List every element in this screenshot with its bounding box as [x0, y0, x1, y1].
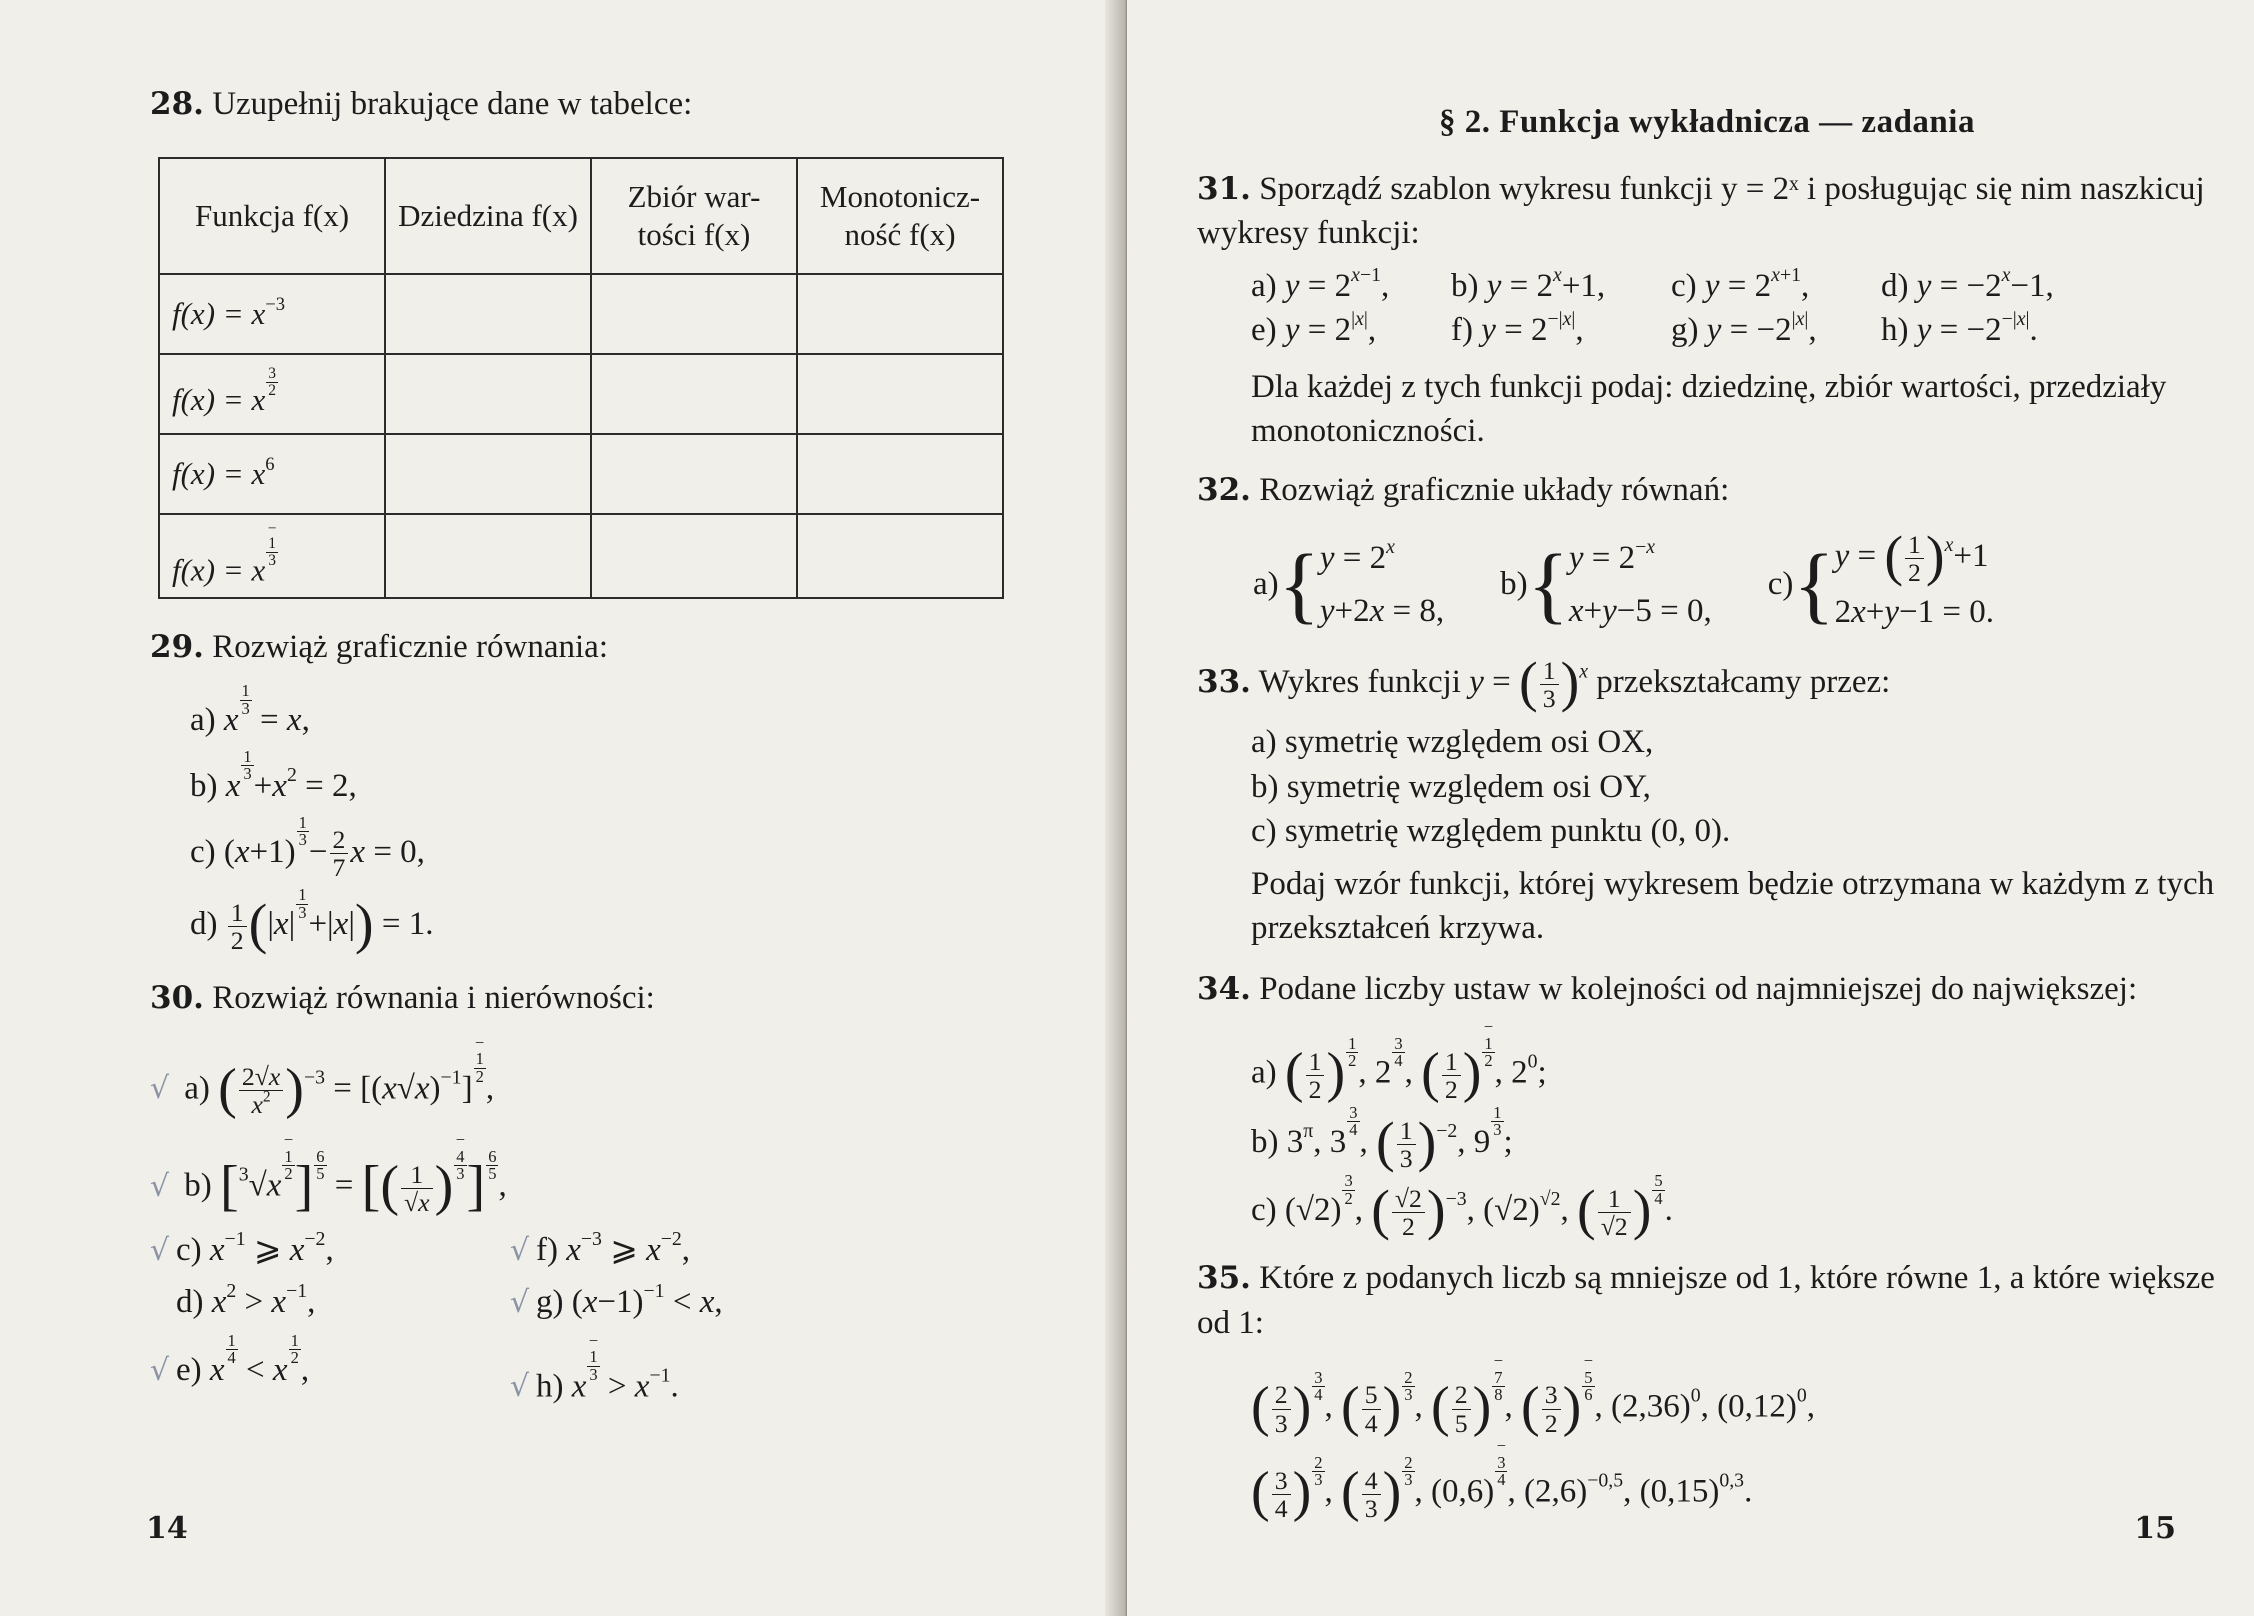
inequality-item: d) $x^2 > x^{-1}$,: [176, 1280, 316, 1321]
table-row: [159, 434, 1003, 514]
table-row: [159, 274, 1003, 354]
number-set: a) ( $\frac{1}{2}$ ) $\frac{1}{2}$ , 2 $\frac{3}{4}$ , ( $\frac{1}{2}$ )− 1 2 , $2^0$;: [1251, 1017, 1547, 1105]
table-cell-empty: [385, 274, 591, 354]
check-mark-icon: √: [510, 1285, 530, 1321]
inequality-item: √ h) x− 1 3 > $x^{-1}$.: [510, 1333, 830, 1409]
table-cell-empty: [385, 354, 591, 434]
check-mark-icon: √: [150, 1168, 170, 1204]
table-cell-function: $f(x) = x^{-3}$: [159, 274, 385, 354]
section-title: § 2. Funkcja wykładnicza — zadania: [1439, 104, 1975, 140]
system-item: b) { $y = 2^{-x}$ x+y−5 = 0,: [1500, 536, 1712, 632]
table-cell-empty: [385, 434, 591, 514]
page-number: 14: [146, 1511, 188, 1546]
table-cell-function: f(x) = x $\frac{3}{2}$: [159, 354, 385, 434]
table-cell-function: f(x) = x− 1 3: [159, 514, 385, 598]
table-cell-empty: [591, 274, 797, 354]
exercise-30: [150, 976, 1070, 1021]
inequality-item: √ b) [$^3$√x− 1 2 ] $\frac{6}{5}$ = [( $\frac{1}{√x}$ )− 4 3 ] $\frac{6}{5}$ ,: [150, 1130, 507, 1218]
check-mark-icon: √: [150, 1071, 170, 1107]
right-page: [1127, 0, 2254, 1616]
exercise-number: 31.: [1197, 170, 1251, 207]
table-cell-empty: [797, 274, 1003, 354]
exercise-text: Rozwiąż graficznie równania:: [212, 628, 608, 665]
exercise-29: [150, 625, 1070, 670]
transformation-list: [1251, 720, 2217, 951]
table-row: [159, 514, 1003, 598]
list-item: b) symetrię względem osi OY,: [1251, 768, 1651, 805]
exercise-32: [1197, 468, 2217, 513]
exercise-number: 34.: [1197, 970, 1251, 1007]
inequality-list: [150, 1032, 1070, 1409]
exercise-text: Podane liczby ustaw w kolejności od najmniejszej do największej:: [1259, 970, 2138, 1007]
table-cell-empty: [797, 434, 1003, 514]
exercise-text: Które z podanych liczb są mniejsze od 1, które równe 1, a które większe od 1:: [1197, 1259, 2215, 1341]
list-item: a) symetrię względem osi OX,: [1251, 724, 1654, 761]
table-cell-function: $f(x) = x^6$: [159, 434, 385, 514]
equation-systems: [1253, 525, 2217, 639]
system-item: a) { $y = 2^x$ y+2x = 8,: [1253, 536, 1445, 632]
table-cell-empty: [797, 514, 1003, 598]
inequality-item: √ c) $x^{-1}$ ⩾ $x^{-2}$,: [150, 1228, 510, 1273]
equation-item: d) $\frac{1}{2}$ (|x| $\frac{1}{3}$ +|x|) = 1.: [190, 885, 434, 956]
table-header-row: [159, 158, 1003, 274]
exercise-text: Rozwiąż graficznie układy równań:: [1259, 471, 1730, 508]
exercise-35: [1197, 1256, 2217, 1345]
exercise-number: 33.: [1197, 664, 1251, 701]
check-mark-icon: √: [510, 1232, 530, 1268]
table-header: Monotonicz-ność f(x): [797, 158, 1003, 274]
table-cell-empty: [797, 354, 1003, 434]
exercise-number: 32.: [1197, 471, 1251, 508]
number-set: b) $3^\pi$, 3 $\frac{3}{4}$ , ( $\frac{1}{3}$ )$^{-2}$, 9 $\frac{1}{3}$ ;: [1251, 1102, 1513, 1174]
exercise-31: [1197, 167, 2217, 256]
equation-list: [190, 683, 1070, 954]
table-cell-empty: [591, 354, 797, 434]
exercise-number: 28.: [150, 86, 204, 122]
number-row: ( $\frac{3}{4}$ ) $\frac{2}{3}$ , ( $\frac{4}{3}$ ) $\frac{2}{3}$ , (0,6)− 3 4 , $(2,6)^{-0,5}$, $(0,15)^{0,3}$.: [1251, 1436, 1753, 1524]
inequality-item: √ f) $x^{-3}$ ⩾ $x^{-2}$,: [510, 1228, 830, 1273]
exercise-28: [150, 82, 1070, 127]
number-set: c) (√2) $\frac{3}{2}$ , ( $\frac{√2}{2}$ )$^{-3}$, $(√2)^{√2}$, ( $\frac{1}{√2}$ ) $\frac{5}{4}$ .: [1251, 1171, 1673, 1242]
inequality-grid: [150, 1228, 1070, 1409]
table-row: [159, 354, 1003, 434]
exercise-footer: Dla każdej z tych funkcji podaj: dziedzinę, zbiór wartości, przedziały monotoniczności.: [1251, 368, 2167, 450]
equation-item: a) x $\frac{1}{3}$ = x,: [190, 681, 310, 739]
check-mark-icon: √: [150, 1232, 170, 1268]
exercise-34: [1197, 967, 2217, 1012]
inequality-item: √ e) x $\frac{1}{4}$ < x $\frac{1}{2}$ ,: [150, 1333, 510, 1409]
table-cell-empty: [385, 514, 591, 598]
equation-item: b) x $\frac{1}{3}$ $+x^2 = 2$,: [190, 746, 357, 804]
inequality-item: √ a) ( $\frac{2√x}{x^2}$ )$^{-3} = [(x√x)^{-1}]-$ 1 2 ,: [150, 1032, 495, 1120]
check-mark-icon: √: [150, 1352, 170, 1388]
left-page-content: [150, 82, 1070, 1409]
number-sets: [1251, 1019, 2217, 1242]
table-header: Zbiór war-tości f(x): [591, 158, 797, 274]
page-number: 15: [2134, 1511, 2176, 1546]
table-header: Dziedzina f(x): [385, 158, 591, 274]
exercise-text: Uzupełnij brakujące dane w tabelce:: [212, 86, 693, 122]
right-page-content: [1197, 100, 2217, 1523]
number-row: ( $\frac{2}{3}$ ) $\frac{3}{4}$ , ( $\frac{5}{4}$ ) $\frac{2}{3}$ , ( $\frac{2}{5}$ )− 7 8 , ( $\frac{3}{2}$ )− 5 6 , $(2,36)^0$, $(0,12)^0$,: [1251, 1351, 1815, 1438]
table-cell-empty: [591, 434, 797, 514]
equation-item: c) (x+1) $\frac{1}{3}$ − $\frac{2}{7}$ x = 0,: [190, 812, 425, 883]
table-header: Funkcja f(x): [159, 158, 385, 274]
function-list: a) $y = 2^{x-1}$, b) $y = 2^x+1$, c) $y = 2^{x+1}$, d) $y = -2^x-1$, e) $y = 2^{|x|}$, f) $y = 2^{-|x|}$, g) $y = -2^{|x|}$, h) $y = -2^{-|x|}$.: [1251, 263, 2054, 349]
exercise-number: 35.: [1197, 1259, 1251, 1296]
number-list: [1251, 1353, 2217, 1523]
exercise-number: 29.: [150, 628, 204, 665]
list-item: c) symetrię względem punktu (0, 0).: [1251, 813, 1731, 850]
system-item: c) { y = ( $\frac{1}{2}$ )$^x$+1 2x+y−1 = 0.: [1767, 525, 1994, 632]
exercise-33: 33. Wykres funkcji y = ( $\frac{1}{3}$ )$^x$ przekształcamy przez:: [1197, 651, 1891, 714]
table-cell-empty: [591, 514, 797, 598]
exercise-text: Sporządź szablon wykresu funkcji y = 2ˣ i posługując się nim naszkicuj wykresy funkcji:: [1197, 170, 2205, 252]
exercise-number: 30.: [150, 980, 204, 1017]
inequality-item: √ g) $(x-1)^{-1} < x$,: [510, 1280, 830, 1325]
check-mark-icon: √: [510, 1369, 530, 1405]
exercise-footer: Podaj wzór funkcji, której wykresem będzie otrzymana w każdym z tych przekształceń krzywa.: [1251, 865, 2215, 947]
function-table: [158, 157, 1004, 599]
exercise-text: Rozwiąż równania i nierówności:: [212, 980, 655, 1017]
